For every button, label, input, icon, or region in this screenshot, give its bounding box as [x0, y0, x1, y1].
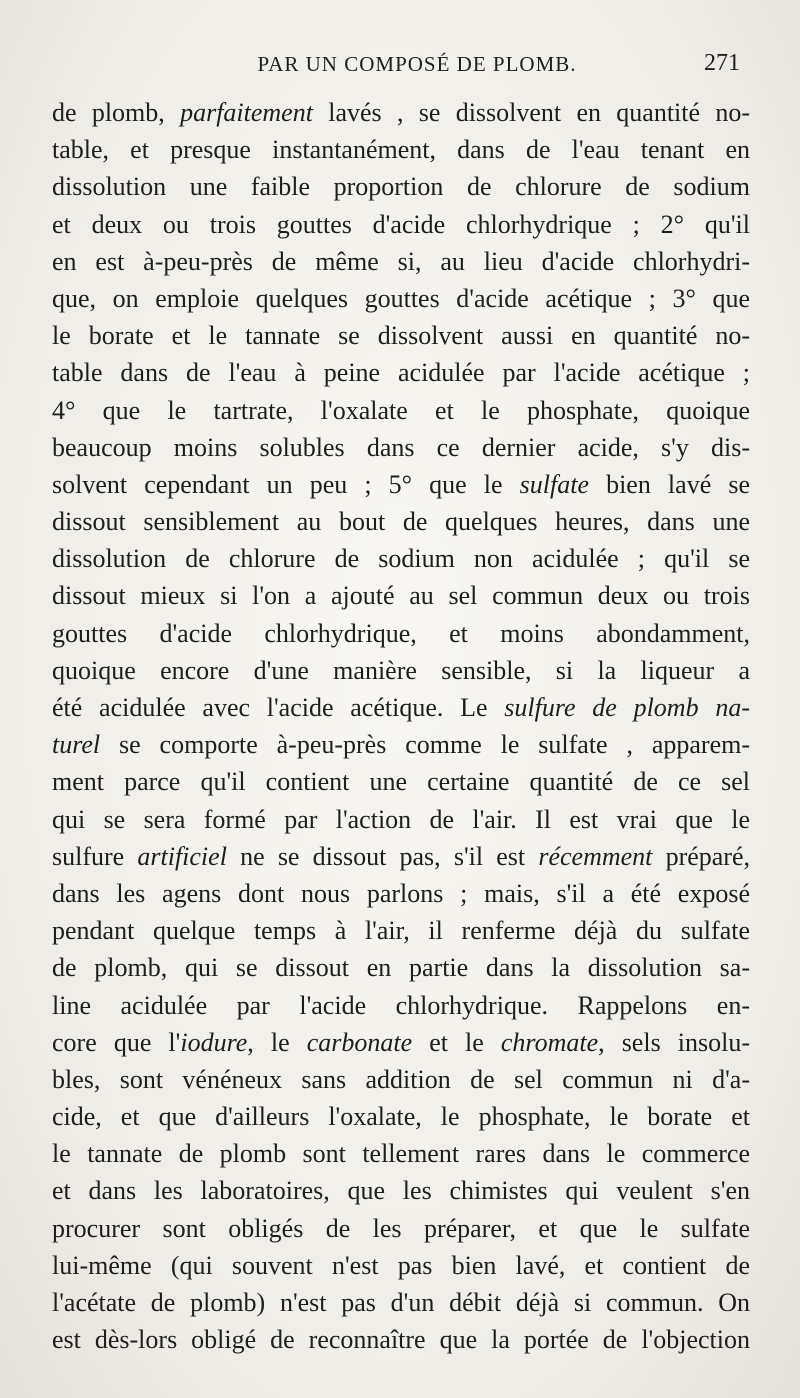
italic-text: carbonate — [306, 1027, 413, 1057]
italic-text: iodure — [180, 1027, 248, 1057]
text-segment: lui-même (qui souvent n'est pas bien lavé, et contient de — [52, 1250, 750, 1280]
text-segment: été acidulée avec l'acide acétique. Le — [52, 693, 505, 722]
text-segment: dans les agens dont nous parlons ; mais, s'il a été exposé — [52, 878, 750, 908]
text-segment: quoique encore d'une manière sensible, si la liqueur a — [52, 655, 750, 685]
text-segment: préparé, — [652, 841, 750, 871]
text-line — [52, 466, 750, 503]
text-line — [52, 689, 750, 726]
text-segment: ment parce qu'il contient une certaine quantité de ce sel — [52, 767, 750, 797]
text-segment: cide, et que d'ailleurs l'oxalate, le phosphate, le borate et — [52, 1102, 750, 1132]
page-number: 271 — [704, 50, 740, 76]
text-line — [52, 1321, 750, 1358]
text-line — [52, 652, 750, 689]
text-segment: procurer sont obligés de les préparer, et que le sulfate — [52, 1213, 750, 1243]
running-head: PAR UN COMPOSÉ DE PLOMB. — [257, 52, 577, 76]
text-line — [52, 1024, 750, 1061]
text-segment: bien lavé se — [589, 469, 750, 499]
text-line — [52, 726, 750, 763]
text-segment: l'acétate de plomb) n'est pas d'un débit déjà si commun. On — [52, 1288, 750, 1317]
text-segment: pendant quelque temps à l'air, il renferme déjà du sulfate — [52, 916, 750, 946]
text-line — [52, 354, 750, 391]
text-segment: solvent cependant un peu ; 5° que le — [52, 469, 520, 499]
text-line — [52, 912, 750, 949]
text-line — [52, 1061, 750, 1098]
italic-text: artificiel — [137, 841, 227, 871]
italic-text: chromate — [500, 1027, 599, 1057]
text-line — [52, 280, 750, 317]
text-segment: line acidulée par l'acide chlorhydrique. Rappelons en- — [52, 990, 750, 1020]
italic-text: sulfure de plomb na- — [504, 693, 750, 722]
text-line — [52, 243, 750, 280]
text-segment: sulfure — [52, 841, 138, 871]
text-line — [52, 838, 750, 875]
text-line — [52, 1098, 750, 1135]
text-segment: dissout mieux si l'on a ajouté au sel commun deux ou trois — [52, 581, 750, 611]
text-segment: ne se dissout pas, s'il est — [226, 841, 539, 871]
text-line — [52, 763, 750, 800]
text-segment: et dans les laboratoires, que les chimistes qui veulent s'en — [52, 1176, 750, 1206]
text-segment: est dès-lors obligé de reconnaître que la portée de l'objection — [52, 1325, 750, 1355]
text-segment: table, et presque instantanément, dans de l'eau tenant en — [52, 135, 750, 165]
page-header — [54, 46, 740, 82]
text-segment: beaucoup moins solubles dans ce dernier acide, s'y dis- — [52, 432, 750, 462]
text-line — [52, 949, 750, 986]
text-line — [52, 503, 750, 540]
text-line — [52, 1135, 750, 1172]
text-line — [52, 94, 750, 131]
text-line — [52, 1247, 750, 1284]
text-segment: dissout sensiblement au bout de quelques heures, dans une — [52, 507, 750, 537]
text-segment: de plomb, — [52, 98, 181, 127]
text-line — [52, 392, 750, 429]
text-line — [52, 317, 750, 354]
text-line — [52, 801, 750, 838]
text-segment: en est à-peu-près de même si, au lieu d'acide chlorhydri- — [52, 246, 750, 276]
italic-text: parfaitement — [180, 98, 313, 127]
text-line — [52, 206, 750, 243]
text-segment: et deux ou trois gouttes d'acide chlorhydrique ; 2° qu'il — [52, 209, 750, 239]
text-line — [52, 875, 750, 912]
text-segment: dissolution de chlorure de sodium non acidulée ; qu'il se — [52, 544, 750, 574]
italic-text: récemment — [538, 841, 653, 871]
text-line — [52, 540, 750, 577]
text-segment: de plomb, qui se dissout en partie dans la dissolution sa- — [52, 953, 750, 983]
text-line — [52, 1284, 750, 1321]
body-text — [52, 94, 750, 1358]
text-segment: core que l' — [52, 1027, 181, 1057]
text-line — [52, 1210, 750, 1247]
text-segment: le borate et le tannate se dissolvent aussi en quantité no- — [52, 321, 750, 351]
text-segment: , sels insolu- — [598, 1027, 750, 1057]
italic-text: turel — [52, 730, 101, 760]
text-line — [52, 1172, 750, 1209]
italic-text: sulfate — [519, 469, 589, 499]
text-segment: qui se sera formé par l'action de l'air. Il est vrai que le — [52, 804, 750, 834]
text-segment: gouttes d'acide chlorhydrique, et moins abondamment, — [52, 618, 750, 648]
text-line — [52, 168, 750, 205]
text-segment: table dans de l'eau à peine acidulée par l'acide acétique ; — [52, 358, 750, 388]
text-line — [52, 429, 750, 466]
text-segment: , le — [247, 1027, 307, 1057]
text-segment: et le — [412, 1027, 501, 1057]
text-segment: lavés , se dissolvent en quantité no- — [312, 98, 750, 127]
text-segment: 4° que le tartrate, l'oxalate et le phosphate, quoique — [52, 395, 750, 425]
text-line — [52, 577, 750, 614]
text-segment: le tannate de plomb sont tellement rares dans le commerce — [52, 1139, 750, 1169]
text-line — [52, 131, 750, 168]
text-segment: dissolution une faible proportion de chlorure de sodium — [52, 172, 750, 202]
text-segment: que, on emploie quelques gouttes d'acide acétique ; 3° que — [52, 283, 750, 313]
text-segment: se comporte à-peu-près comme le sulfate , apparem- — [100, 730, 750, 760]
text-line — [52, 615, 750, 652]
text-line — [52, 987, 750, 1024]
text-segment: bles, sont vénéneux sans addition de sel commun ni d'a- — [52, 1064, 750, 1094]
